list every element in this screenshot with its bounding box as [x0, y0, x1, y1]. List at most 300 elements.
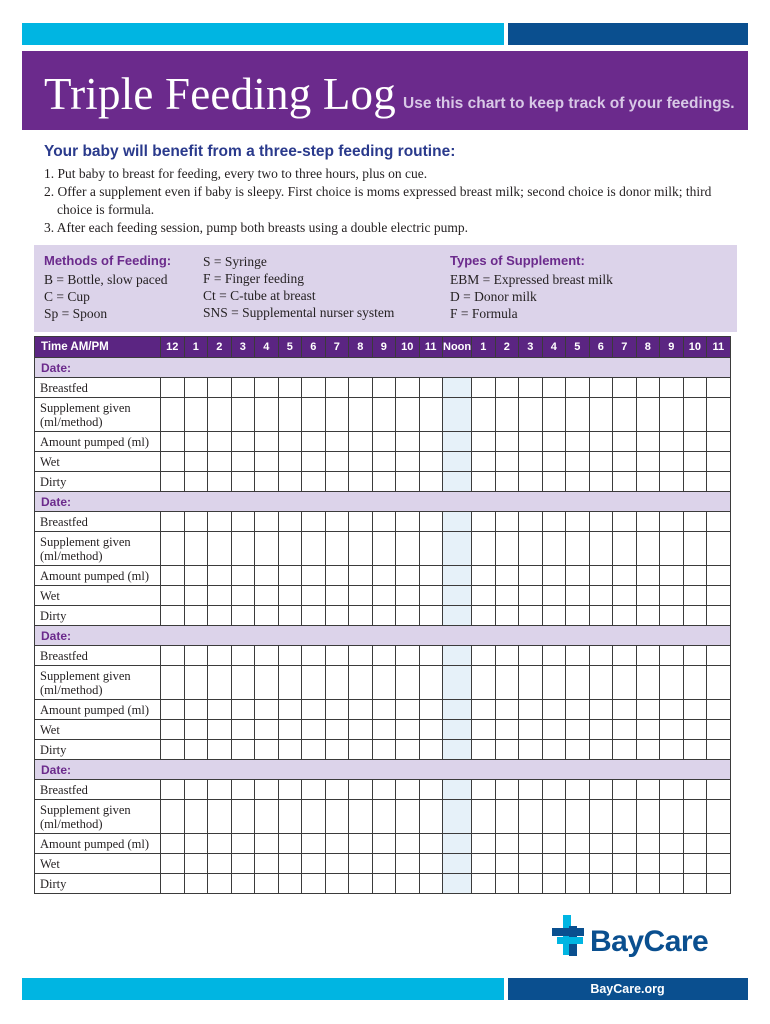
log-entry-cell[interactable]	[208, 800, 232, 834]
log-entry-cell[interactable]	[589, 700, 613, 720]
log-entry-cell[interactable]	[208, 606, 232, 626]
log-entry-cell[interactable]	[184, 780, 208, 800]
log-entry-cell[interactable]	[613, 700, 637, 720]
log-entry-cell[interactable]	[372, 854, 396, 874]
log-entry-cell[interactable]	[589, 532, 613, 566]
log-entry-cell[interactable]	[325, 780, 349, 800]
log-entry-cell[interactable]	[566, 720, 590, 740]
log-entry-cell[interactable]	[589, 834, 613, 854]
log-entry-cell[interactable]	[396, 432, 420, 452]
log-entry-cell[interactable]	[255, 720, 279, 740]
log-entry-cell[interactable]	[613, 834, 637, 854]
log-entry-cell[interactable]	[184, 834, 208, 854]
log-entry-cell[interactable]	[519, 606, 543, 626]
log-entry-cell[interactable]	[443, 532, 472, 566]
log-entry-cell[interactable]	[443, 606, 472, 626]
log-entry-cell[interactable]	[231, 432, 255, 452]
log-entry-cell[interactable]	[519, 834, 543, 854]
log-entry-cell[interactable]	[613, 740, 637, 760]
log-entry-cell[interactable]	[419, 874, 443, 894]
log-entry-cell[interactable]	[660, 398, 684, 432]
log-entry-cell[interactable]	[542, 432, 566, 452]
log-entry-cell[interactable]	[495, 472, 519, 492]
log-entry-cell[interactable]	[472, 378, 496, 398]
log-entry-cell[interactable]	[542, 854, 566, 874]
log-entry-cell[interactable]	[396, 586, 420, 606]
log-entry-cell[interactable]	[589, 472, 613, 492]
log-entry-cell[interactable]	[443, 452, 472, 472]
log-entry-cell[interactable]	[495, 646, 519, 666]
log-entry-cell[interactable]	[184, 586, 208, 606]
log-entry-cell[interactable]	[472, 700, 496, 720]
log-entry-cell[interactable]	[519, 378, 543, 398]
log-entry-cell[interactable]	[542, 452, 566, 472]
log-entry-cell[interactable]	[396, 532, 420, 566]
log-entry-cell[interactable]	[184, 800, 208, 834]
log-entry-cell[interactable]	[707, 566, 731, 586]
log-entry-cell[interactable]	[349, 854, 373, 874]
log-entry-cell[interactable]	[161, 452, 185, 472]
log-entry-cell[interactable]	[519, 452, 543, 472]
log-entry-cell[interactable]	[660, 472, 684, 492]
log-entry-cell[interactable]	[208, 740, 232, 760]
log-entry-cell[interactable]	[349, 800, 373, 834]
log-entry-cell[interactable]	[443, 398, 472, 432]
log-entry-cell[interactable]	[636, 378, 660, 398]
log-entry-cell[interactable]	[683, 566, 707, 586]
log-entry-cell[interactable]	[255, 398, 279, 432]
log-entry-cell[interactable]	[161, 666, 185, 700]
log-entry-cell[interactable]	[184, 378, 208, 398]
log-entry-cell[interactable]	[495, 854, 519, 874]
log-entry-cell[interactable]	[707, 532, 731, 566]
log-entry-cell[interactable]	[636, 700, 660, 720]
log-entry-cell[interactable]	[161, 740, 185, 760]
log-entry-cell[interactable]	[231, 586, 255, 606]
log-entry-cell[interactable]	[161, 472, 185, 492]
log-entry-cell[interactable]	[589, 720, 613, 740]
log-entry-cell[interactable]	[519, 874, 543, 894]
log-entry-cell[interactable]	[707, 472, 731, 492]
log-entry-cell[interactable]	[519, 666, 543, 700]
log-entry-cell[interactable]	[184, 532, 208, 566]
log-entry-cell[interactable]	[208, 720, 232, 740]
log-entry-cell[interactable]	[208, 398, 232, 432]
log-entry-cell[interactable]	[372, 780, 396, 800]
log-entry-cell[interactable]	[231, 512, 255, 532]
log-entry-cell[interactable]	[542, 800, 566, 834]
log-entry-cell[interactable]	[255, 740, 279, 760]
log-entry-cell[interactable]	[589, 854, 613, 874]
log-entry-cell[interactable]	[707, 780, 731, 800]
log-entry-cell[interactable]	[519, 398, 543, 432]
log-entry-cell[interactable]	[707, 398, 731, 432]
log-entry-cell[interactable]	[589, 874, 613, 894]
date-label[interactable]: Date:	[35, 492, 731, 512]
log-entry-cell[interactable]	[566, 874, 590, 894]
log-entry-cell[interactable]	[660, 432, 684, 452]
log-entry-cell[interactable]	[302, 532, 326, 566]
log-entry-cell[interactable]	[372, 874, 396, 894]
log-entry-cell[interactable]	[372, 720, 396, 740]
log-entry-cell[interactable]	[278, 646, 302, 666]
log-entry-cell[interactable]	[472, 398, 496, 432]
log-entry-cell[interactable]	[542, 720, 566, 740]
log-entry-cell[interactable]	[542, 780, 566, 800]
log-entry-cell[interactable]	[683, 740, 707, 760]
log-entry-cell[interactable]	[636, 800, 660, 834]
log-entry-cell[interactable]	[419, 834, 443, 854]
log-entry-cell[interactable]	[683, 666, 707, 700]
log-entry-cell[interactable]	[683, 606, 707, 626]
log-entry-cell[interactable]	[349, 874, 373, 894]
log-entry-cell[interactable]	[683, 472, 707, 492]
log-entry-cell[interactable]	[325, 532, 349, 566]
log-entry-cell[interactable]	[278, 834, 302, 854]
log-entry-cell[interactable]	[707, 452, 731, 472]
log-entry-cell[interactable]	[278, 780, 302, 800]
log-entry-cell[interactable]	[302, 566, 326, 586]
log-entry-cell[interactable]	[636, 452, 660, 472]
log-entry-cell[interactable]	[349, 566, 373, 586]
log-entry-cell[interactable]	[278, 532, 302, 566]
log-entry-cell[interactable]	[278, 432, 302, 452]
log-entry-cell[interactable]	[443, 432, 472, 452]
log-entry-cell[interactable]	[302, 666, 326, 700]
log-entry-cell[interactable]	[443, 854, 472, 874]
log-entry-cell[interactable]	[419, 378, 443, 398]
log-entry-cell[interactable]	[208, 780, 232, 800]
log-entry-cell[interactable]	[396, 606, 420, 626]
log-entry-cell[interactable]	[325, 378, 349, 398]
log-entry-cell[interactable]	[396, 378, 420, 398]
log-entry-cell[interactable]	[660, 740, 684, 760]
log-entry-cell[interactable]	[349, 720, 373, 740]
log-entry-cell[interactable]	[255, 700, 279, 720]
log-entry-cell[interactable]	[255, 532, 279, 566]
log-entry-cell[interactable]	[683, 780, 707, 800]
log-entry-cell[interactable]	[208, 700, 232, 720]
log-entry-cell[interactable]	[660, 606, 684, 626]
log-entry-cell[interactable]	[613, 452, 637, 472]
log-entry-cell[interactable]	[419, 432, 443, 452]
log-entry-cell[interactable]	[278, 720, 302, 740]
log-entry-cell[interactable]	[683, 432, 707, 452]
log-entry-cell[interactable]	[208, 432, 232, 452]
log-entry-cell[interactable]	[278, 378, 302, 398]
log-entry-cell[interactable]	[349, 646, 373, 666]
log-entry-cell[interactable]	[302, 874, 326, 894]
log-entry-cell[interactable]	[302, 452, 326, 472]
log-entry-cell[interactable]	[472, 720, 496, 740]
log-entry-cell[interactable]	[161, 780, 185, 800]
log-entry-cell[interactable]	[613, 532, 637, 566]
log-entry-cell[interactable]	[184, 874, 208, 894]
log-entry-cell[interactable]	[566, 800, 590, 834]
log-entry-cell[interactable]	[613, 780, 637, 800]
log-entry-cell[interactable]	[231, 452, 255, 472]
log-entry-cell[interactable]	[349, 606, 373, 626]
log-entry-cell[interactable]	[707, 800, 731, 834]
log-entry-cell[interactable]	[707, 432, 731, 452]
log-entry-cell[interactable]	[542, 472, 566, 492]
log-entry-cell[interactable]	[683, 800, 707, 834]
log-entry-cell[interactable]	[396, 700, 420, 720]
log-entry-cell[interactable]	[372, 378, 396, 398]
log-entry-cell[interactable]	[495, 874, 519, 894]
log-entry-cell[interactable]	[566, 472, 590, 492]
log-entry-cell[interactable]	[589, 780, 613, 800]
log-entry-cell[interactable]	[372, 432, 396, 452]
log-entry-cell[interactable]	[566, 566, 590, 586]
log-entry-cell[interactable]	[372, 800, 396, 834]
log-entry-cell[interactable]	[660, 586, 684, 606]
log-entry-cell[interactable]	[255, 854, 279, 874]
log-entry-cell[interactable]	[566, 666, 590, 700]
log-entry-cell[interactable]	[707, 874, 731, 894]
log-entry-cell[interactable]	[519, 472, 543, 492]
log-entry-cell[interactable]	[419, 854, 443, 874]
log-entry-cell[interactable]	[707, 740, 731, 760]
log-entry-cell[interactable]	[419, 472, 443, 492]
log-entry-cell[interactable]	[636, 780, 660, 800]
log-entry-cell[interactable]	[683, 532, 707, 566]
log-entry-cell[interactable]	[208, 586, 232, 606]
log-entry-cell[interactable]	[161, 606, 185, 626]
log-entry-cell[interactable]	[349, 512, 373, 532]
log-entry-cell[interactable]	[231, 780, 255, 800]
log-entry-cell[interactable]	[707, 378, 731, 398]
log-entry-cell[interactable]	[231, 606, 255, 626]
log-entry-cell[interactable]	[231, 566, 255, 586]
log-entry-cell[interactable]	[660, 874, 684, 894]
log-entry-cell[interactable]	[349, 834, 373, 854]
log-entry-cell[interactable]	[589, 740, 613, 760]
log-entry-cell[interactable]	[443, 780, 472, 800]
log-entry-cell[interactable]	[519, 646, 543, 666]
log-entry-cell[interactable]	[660, 800, 684, 834]
log-entry-cell[interactable]	[613, 566, 637, 586]
log-entry-cell[interactable]	[396, 398, 420, 432]
log-entry-cell[interactable]	[325, 512, 349, 532]
log-entry-cell[interactable]	[231, 666, 255, 700]
log-entry-cell[interactable]	[278, 566, 302, 586]
log-entry-cell[interactable]	[495, 452, 519, 472]
log-entry-cell[interactable]	[419, 700, 443, 720]
log-entry-cell[interactable]	[161, 566, 185, 586]
log-entry-cell[interactable]	[161, 720, 185, 740]
log-entry-cell[interactable]	[443, 834, 472, 854]
log-entry-cell[interactable]	[472, 740, 496, 760]
log-entry-cell[interactable]	[372, 586, 396, 606]
log-entry-cell[interactable]	[419, 452, 443, 472]
log-entry-cell[interactable]	[683, 378, 707, 398]
date-label[interactable]: Date:	[35, 626, 731, 646]
log-entry-cell[interactable]	[589, 646, 613, 666]
log-entry-cell[interactable]	[472, 512, 496, 532]
log-entry-cell[interactable]	[231, 700, 255, 720]
log-entry-cell[interactable]	[519, 740, 543, 760]
log-entry-cell[interactable]	[472, 646, 496, 666]
log-entry-cell[interactable]	[231, 740, 255, 760]
log-entry-cell[interactable]	[542, 834, 566, 854]
log-entry-cell[interactable]	[542, 566, 566, 586]
log-entry-cell[interactable]	[419, 512, 443, 532]
log-entry-cell[interactable]	[613, 378, 637, 398]
log-entry-cell[interactable]	[589, 566, 613, 586]
log-entry-cell[interactable]	[419, 666, 443, 700]
log-entry-cell[interactable]	[566, 606, 590, 626]
log-entry-cell[interactable]	[302, 398, 326, 432]
log-entry-cell[interactable]	[472, 606, 496, 626]
log-entry-cell[interactable]	[184, 432, 208, 452]
log-entry-cell[interactable]	[495, 398, 519, 432]
log-entry-cell[interactable]	[278, 700, 302, 720]
log-entry-cell[interactable]	[683, 398, 707, 432]
log-entry-cell[interactable]	[660, 378, 684, 398]
log-entry-cell[interactable]	[660, 566, 684, 586]
log-entry-cell[interactable]	[443, 512, 472, 532]
log-entry-cell[interactable]	[372, 646, 396, 666]
log-entry-cell[interactable]	[472, 666, 496, 700]
log-entry-cell[interactable]	[636, 834, 660, 854]
log-entry-cell[interactable]	[419, 398, 443, 432]
log-entry-cell[interactable]	[495, 586, 519, 606]
log-entry-cell[interactable]	[255, 834, 279, 854]
log-entry-cell[interactable]	[660, 780, 684, 800]
log-entry-cell[interactable]	[660, 700, 684, 720]
log-entry-cell[interactable]	[349, 472, 373, 492]
log-entry-cell[interactable]	[396, 472, 420, 492]
log-entry-cell[interactable]	[566, 854, 590, 874]
log-entry-cell[interactable]	[636, 606, 660, 626]
log-entry-cell[interactable]	[255, 800, 279, 834]
log-entry-cell[interactable]	[396, 874, 420, 894]
log-entry-cell[interactable]	[278, 472, 302, 492]
log-entry-cell[interactable]	[325, 606, 349, 626]
log-entry-cell[interactable]	[325, 566, 349, 586]
log-entry-cell[interactable]	[472, 780, 496, 800]
log-entry-cell[interactable]	[683, 700, 707, 720]
log-entry-cell[interactable]	[542, 398, 566, 432]
log-entry-cell[interactable]	[255, 472, 279, 492]
log-entry-cell[interactable]	[184, 472, 208, 492]
log-entry-cell[interactable]	[325, 586, 349, 606]
log-entry-cell[interactable]	[660, 834, 684, 854]
log-entry-cell[interactable]	[613, 874, 637, 894]
log-entry-cell[interactable]	[660, 720, 684, 740]
log-entry-cell[interactable]	[349, 700, 373, 720]
log-entry-cell[interactable]	[660, 646, 684, 666]
log-entry-cell[interactable]	[443, 646, 472, 666]
log-entry-cell[interactable]	[184, 646, 208, 666]
log-entry-cell[interactable]	[566, 700, 590, 720]
log-entry-cell[interactable]	[683, 646, 707, 666]
log-entry-cell[interactable]	[660, 452, 684, 472]
log-entry-cell[interactable]	[372, 398, 396, 432]
log-entry-cell[interactable]	[184, 452, 208, 472]
log-entry-cell[interactable]	[278, 666, 302, 700]
log-entry-cell[interactable]	[349, 532, 373, 566]
log-entry-cell[interactable]	[419, 586, 443, 606]
log-entry-cell[interactable]	[231, 720, 255, 740]
log-entry-cell[interactable]	[495, 800, 519, 834]
log-entry-cell[interactable]	[208, 378, 232, 398]
date-label[interactable]: Date:	[35, 760, 731, 780]
log-entry-cell[interactable]	[519, 854, 543, 874]
log-entry-cell[interactable]	[707, 606, 731, 626]
log-entry-cell[interactable]	[636, 666, 660, 700]
log-entry-cell[interactable]	[419, 646, 443, 666]
log-entry-cell[interactable]	[636, 740, 660, 760]
log-entry-cell[interactable]	[208, 666, 232, 700]
log-entry-cell[interactable]	[278, 606, 302, 626]
log-entry-cell[interactable]	[231, 398, 255, 432]
log-entry-cell[interactable]	[589, 800, 613, 834]
log-entry-cell[interactable]	[325, 700, 349, 720]
log-entry-cell[interactable]	[636, 532, 660, 566]
log-entry-cell[interactable]	[542, 874, 566, 894]
log-entry-cell[interactable]	[660, 532, 684, 566]
log-entry-cell[interactable]	[396, 646, 420, 666]
log-entry-cell[interactable]	[208, 532, 232, 566]
log-entry-cell[interactable]	[419, 566, 443, 586]
log-entry-cell[interactable]	[161, 834, 185, 854]
log-entry-cell[interactable]	[566, 512, 590, 532]
log-entry-cell[interactable]	[302, 586, 326, 606]
log-entry-cell[interactable]	[325, 398, 349, 432]
log-entry-cell[interactable]	[660, 512, 684, 532]
log-entry-cell[interactable]	[184, 566, 208, 586]
log-entry-cell[interactable]	[472, 874, 496, 894]
log-entry-cell[interactable]	[325, 834, 349, 854]
log-entry-cell[interactable]	[302, 854, 326, 874]
log-entry-cell[interactable]	[472, 834, 496, 854]
log-entry-cell[interactable]	[325, 646, 349, 666]
log-entry-cell[interactable]	[161, 874, 185, 894]
log-entry-cell[interactable]	[660, 854, 684, 874]
log-entry-cell[interactable]	[542, 532, 566, 566]
log-entry-cell[interactable]	[396, 834, 420, 854]
log-entry-cell[interactable]	[278, 512, 302, 532]
log-entry-cell[interactable]	[519, 432, 543, 452]
log-entry-cell[interactable]	[519, 586, 543, 606]
log-entry-cell[interactable]	[231, 532, 255, 566]
log-entry-cell[interactable]	[208, 834, 232, 854]
log-entry-cell[interactable]	[589, 432, 613, 452]
log-entry-cell[interactable]	[589, 606, 613, 626]
log-entry-cell[interactable]	[255, 566, 279, 586]
log-entry-cell[interactable]	[208, 854, 232, 874]
date-label[interactable]: Date:	[35, 358, 731, 378]
log-entry-cell[interactable]	[184, 720, 208, 740]
log-entry-cell[interactable]	[325, 854, 349, 874]
log-entry-cell[interactable]	[231, 800, 255, 834]
log-entry-cell[interactable]	[255, 646, 279, 666]
log-entry-cell[interactable]	[372, 472, 396, 492]
log-entry-cell[interactable]	[396, 740, 420, 760]
log-entry-cell[interactable]	[161, 512, 185, 532]
log-entry-cell[interactable]	[613, 472, 637, 492]
log-entry-cell[interactable]	[495, 378, 519, 398]
log-entry-cell[interactable]	[495, 566, 519, 586]
log-entry-cell[interactable]	[636, 472, 660, 492]
log-entry-cell[interactable]	[542, 378, 566, 398]
log-entry-cell[interactable]	[495, 700, 519, 720]
log-entry-cell[interactable]	[443, 586, 472, 606]
log-entry-cell[interactable]	[325, 666, 349, 700]
log-entry-cell[interactable]	[589, 666, 613, 700]
